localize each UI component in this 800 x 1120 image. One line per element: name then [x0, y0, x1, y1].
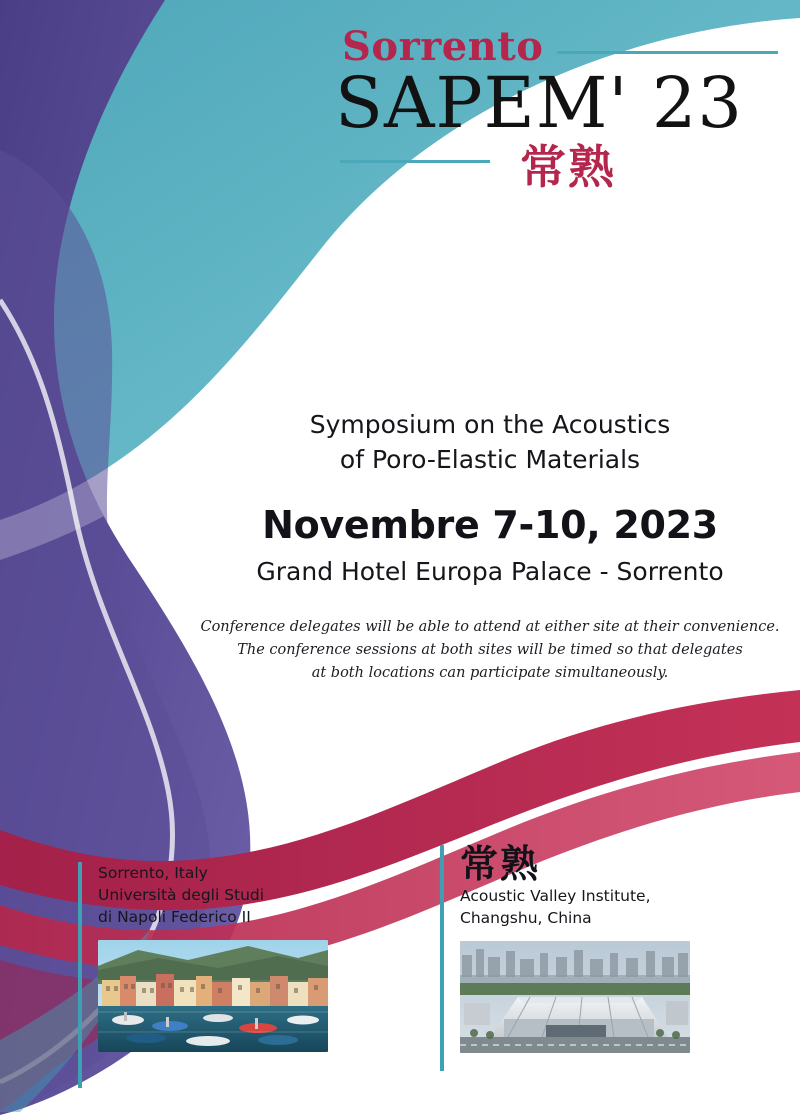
logo-acronym-text: SAPEM' 23: [335, 62, 743, 144]
teal-rule-bottom: [340, 160, 490, 163]
marina-grande-harbour-photo: [98, 940, 328, 1052]
site-accent-bar: [78, 862, 82, 1088]
site-sorrento-line1: Sorrento, Italy: [98, 864, 208, 882]
site-changshu-line2: Changshu, China: [460, 908, 592, 927]
site-changshu-line1: Acoustic Valley Institute,: [460, 886, 651, 905]
teal-rule-top: [557, 51, 778, 54]
poster-logo: [300, 23, 778, 195]
attendance-note-line2: The conference sessions at both sites will be timed so that delegates: [237, 642, 743, 659]
symposium-title: [200, 408, 780, 477]
logo-bottom-row: [300, 140, 778, 195]
attendance-note-line1: Conference delegates will be able to attend at either site at their convenience.: [200, 619, 780, 635]
site-card-sorrento: [78, 862, 328, 1052]
site-accent-bar: [440, 845, 444, 1071]
logo-chinese-text: 常熟: [520, 140, 616, 195]
symposium-title-line2: of Poro-Elastic Materials: [339, 444, 641, 474]
logo-sorrento-text: Sorrento: [342, 23, 544, 70]
attendance-note-line3: at both locations can participate simultaneously.: [311, 665, 669, 682]
site-card-changshu: [440, 842, 690, 1053]
site-sorrento-line3: di Napoli Federico II: [98, 908, 251, 926]
site-sorrento-line2: Università degli Studi: [98, 886, 265, 904]
conference-venue: Grand Hotel Europa Palace - Sorrento: [256, 557, 724, 586]
symposium-title-line1: Symposium on the Acoustics: [309, 410, 671, 439]
conference-dates: Novembre 7-10, 2023: [262, 503, 718, 547]
site-changshu-chinese: 常熟: [460, 842, 541, 886]
attendance-note: [200, 616, 780, 686]
site-sorrento-text: [78, 862, 328, 928]
poster-main-content: [200, 408, 780, 686]
acoustic-valley-institute-aerial-photo: [460, 941, 690, 1053]
site-changshu-text: [440, 885, 690, 929]
